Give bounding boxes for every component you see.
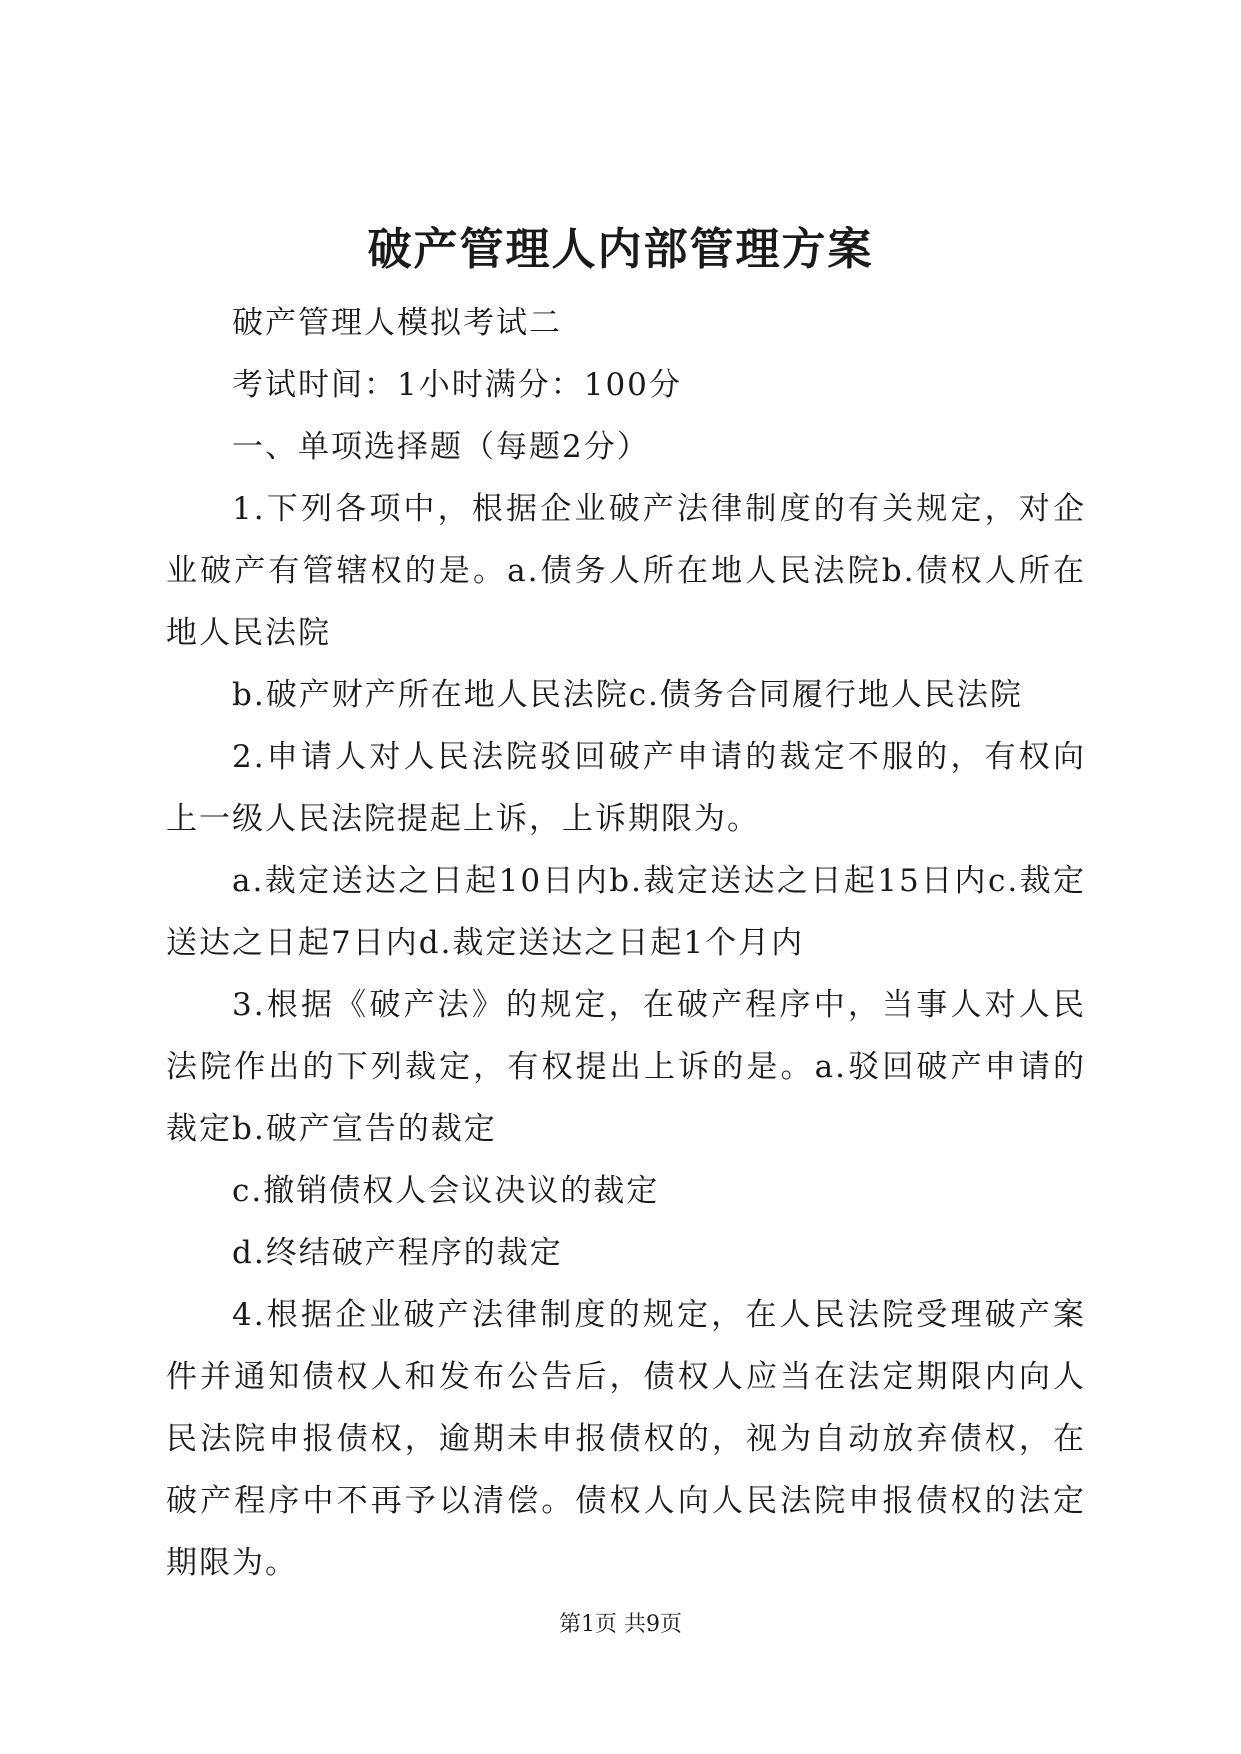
paragraph-exam-time: 考试时间：1小时满分：100分 [232,367,682,403]
paragraph-question-3: 3.根据《破产法》的规定，在破产程序中，当事人对人民法院作出的下列裁定，有权提出上诉的是。a.驳回破产申请的裁定b.破产宣告的裁定 [166,987,1086,1147]
document-title: 破产管理人内部管理方案 [367,224,874,275]
paragraph-question-2: 2.申请人对人民法院驳回破产申请的裁定不服的，有权向上一级人民法院提起上诉，上诉期限为。 [166,739,1086,837]
paragraph-question-1-options: b.破产财产所在地人民法院c.债务合同履行地人民法院 [232,677,1023,713]
paragraph-question-3-option-c: c.撤销债权人会议决议的裁定 [232,1173,660,1209]
paragraph-question-3-option-d: d.终结破产程序的裁定 [232,1235,563,1271]
paragraph-question-1: 1.下列各项中，根据企业破产法律制度的有关规定，对企业破产有管辖权的是。a.债务人所在地人民法院b.债权人所在地人民法院 [166,491,1086,651]
paragraph-section-heading: 一、单项选择题（每题2分） [232,429,650,465]
paragraph-question-2-options: a.裁定送达之日起10日内b.裁定送达之日起15日内c.裁定送达之日起7日内d.裁定送达之日起1个月内 [166,863,1086,961]
document-body [166,292,1086,1594]
paragraph-question-4: 4.根据企业破产法律制度的规定，在人民法院受理破产案件并通知债权人和发布公告后，债权人应当在法定期限内向人民法院申报债权，逾期未申报债权的，视为自动放弃债权，在破产程序中不再予以清偿。债权人向人民法院申报债权的法定期限为。 [166,1297,1086,1581]
paragraph-exam-name: 破产管理人模拟考试二 [232,305,562,341]
page-footer: 第1页 共9页 [559,1612,682,1637]
